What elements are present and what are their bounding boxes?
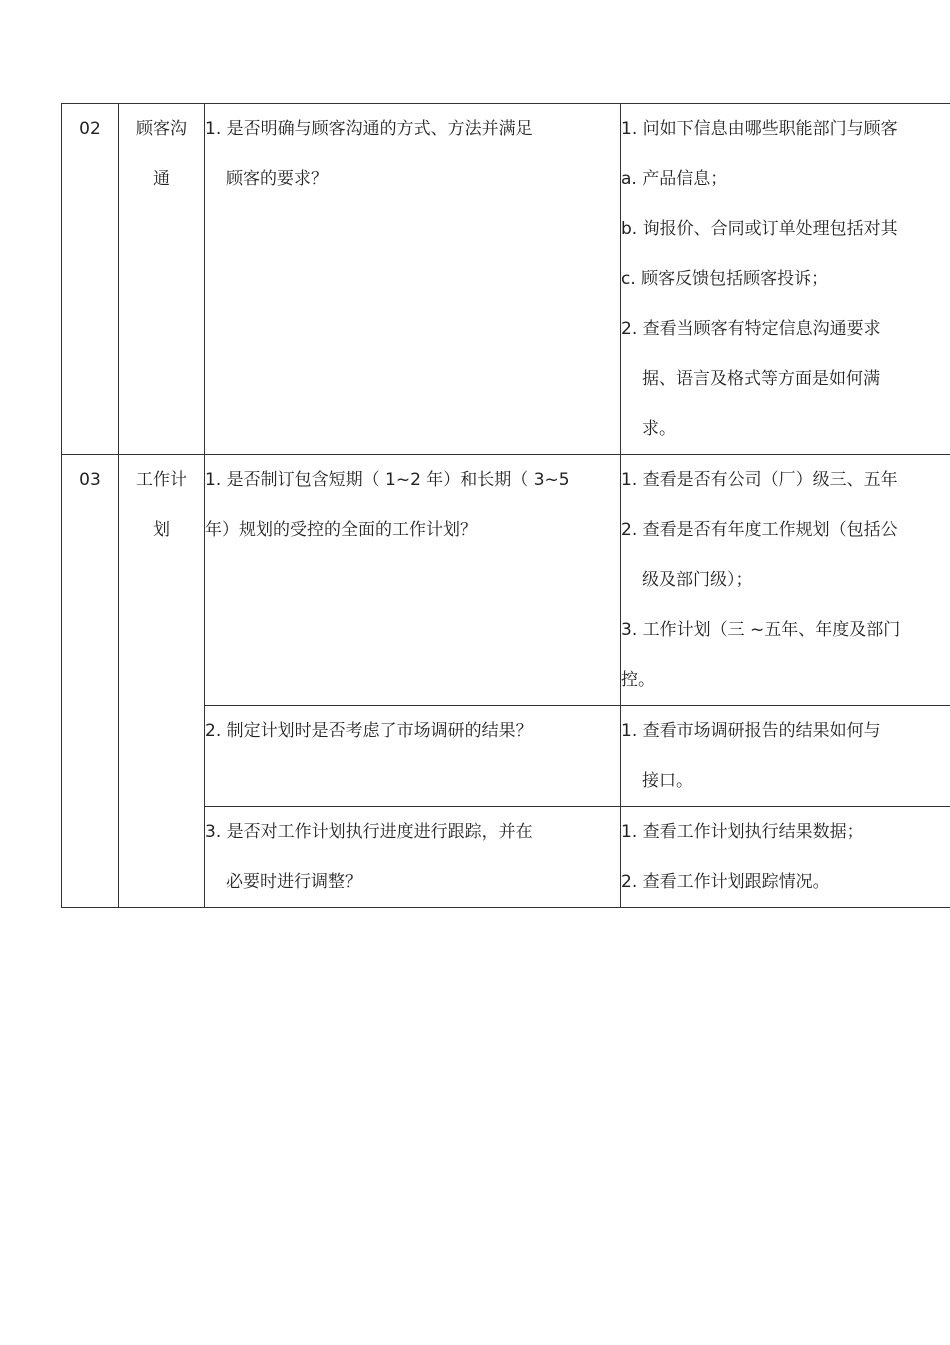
check-method <box>621 455 950 706</box>
row-category <box>119 455 205 908</box>
row-number: 03 <box>62 455 119 908</box>
table-row <box>62 455 950 706</box>
question-line: 1. 是否制订包含短期（ 1~2 年）和长期（ 3~5 <box>205 470 570 490</box>
method-line: 1. 问如下信息由哪些职能部门与顾客 <box>621 119 898 139</box>
method-line: a. 产品信息； <box>621 169 728 189</box>
row-category <box>119 104 205 455</box>
category-line: 顾客沟 <box>136 119 187 139</box>
method-line: c. 顾客反馈包括顾客投诉； <box>621 269 829 289</box>
method-line: b. 询报价、合同或订单处理包括对其 <box>621 219 898 239</box>
row-number: 02 <box>62 104 119 455</box>
question-line: 顾客的要求？ <box>226 169 328 189</box>
method-line: 级及部门级）； <box>642 570 753 590</box>
method-line: 1. 查看市场调研报告的结果如何与 <box>621 721 881 741</box>
audit-checklist-table <box>61 103 950 908</box>
category-line: 划 <box>153 520 170 540</box>
method-line: 1. 查看是否有公司（厂）级三、五年 <box>621 470 898 490</box>
category-line: 工作计 <box>136 470 187 490</box>
check-method <box>621 807 950 908</box>
method-line: 接口。 <box>642 771 693 791</box>
method-line: 求。 <box>642 419 676 439</box>
question-line: 3. 是否对工作计划执行进度进行跟踪，并在 <box>205 822 533 842</box>
check-question <box>205 104 621 455</box>
check-method <box>621 706 950 807</box>
method-line: 控。 <box>621 670 655 690</box>
method-line: 2. 查看工作计划跟踪情况。 <box>621 872 830 892</box>
method-line: 据、语言及格式等方面是如何满 <box>642 369 880 389</box>
method-line: 1. 查看工作计划执行结果数据； <box>621 822 864 842</box>
check-question <box>205 807 621 908</box>
question-line: 1. 是否明确与顾客沟通的方式、方法并满足 <box>205 119 533 139</box>
method-line: 2. 查看是否有年度工作规划（包括公 <box>621 520 898 540</box>
question-line: 必要时进行调整？ <box>226 872 362 892</box>
check-question <box>205 455 621 706</box>
method-line: 2. 查看当顾客有特定信息沟通要求 <box>621 319 881 339</box>
question-line: 2. 制定计划时是否考虑了市场调研的结果？ <box>205 721 533 741</box>
question-line: 年）规划的受控的全面的工作计划？ <box>205 520 477 540</box>
table-row <box>62 104 950 455</box>
check-question <box>205 706 621 807</box>
category-line: 通 <box>153 169 170 189</box>
method-line: 3. 工作计划（三 ~五年、年度及部门 <box>621 620 901 640</box>
check-method <box>621 104 950 455</box>
